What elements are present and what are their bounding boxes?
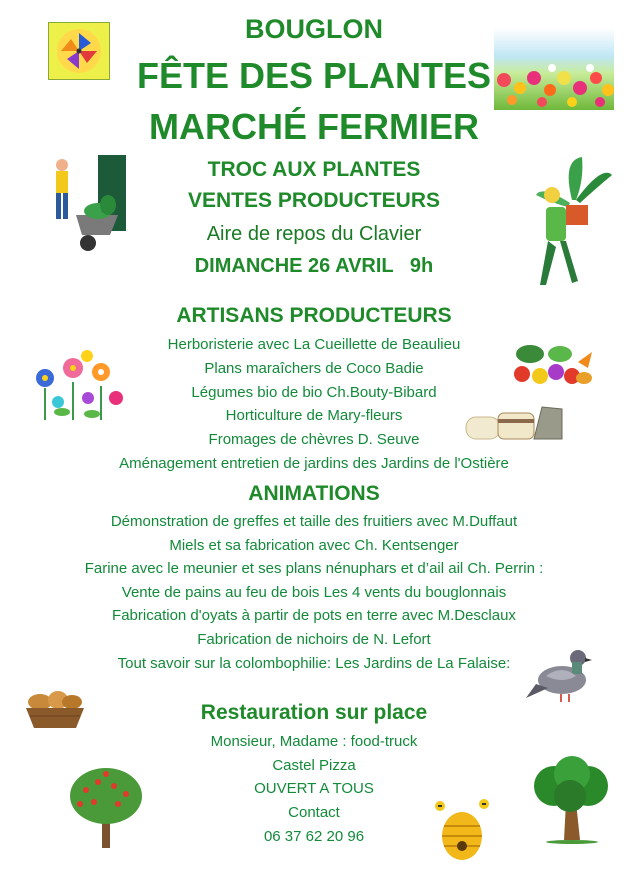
apple-tree-image (66, 764, 146, 850)
pigeon-icon (526, 640, 592, 704)
beehive-icon (430, 796, 494, 862)
apple-tree-icon (66, 764, 146, 850)
artisan-item: Légumes bio de bio Ch.Bouty-Bibard (191, 384, 437, 401)
artisans-heading: ARTISANS PRODUCTEURS (176, 304, 452, 327)
restauration-item: OUVERT A TOUS (254, 780, 374, 797)
restauration-item: Castel Pizza (272, 757, 356, 774)
pigeon-image (526, 640, 592, 704)
animation-item: Miels et sa fabrication avec Ch. Kentsenger (169, 537, 459, 554)
cheese-image (462, 403, 566, 443)
artisan-item: Plans maraîchers de Coco Badie (204, 360, 424, 377)
venue: Aire de repos du Clavier (206, 223, 422, 245)
animation-item: Farine avec le meunier et ses plans nénuphars et d’ail ail Ch. Perrin : (84, 560, 544, 577)
beehive-image (430, 796, 494, 862)
vegetables-image (508, 344, 592, 386)
artisan-item: Horticulture de Mary-fleurs (225, 407, 403, 424)
vegetables-basket-icon (508, 344, 592, 386)
oak-tree-icon (530, 756, 614, 844)
title-fete: FÊTE DES PLANTES (136, 55, 492, 96)
cheese-icon (462, 403, 566, 443)
animation-item: Démonstration de greffes et taille des fruitiers avec M.Duffaut (110, 513, 518, 530)
restauration-item: Monsieur, Madame : food-truck (210, 733, 418, 750)
artisan-item: Herboristerie avec La Cueillette de Beaulieu (167, 336, 461, 353)
contact-label: Contact (288, 804, 340, 821)
town-name: BOUGLON (245, 14, 383, 44)
restauration-heading: Restauration sur place (200, 701, 428, 724)
subtitle-troc: TROC AUX PLANTES (207, 158, 421, 181)
flowers-cluster-image (32, 348, 124, 422)
phone-number: 06 37 62 20 96 (263, 828, 365, 845)
event-date: DIMANCHE 26 AVRIL 9h (194, 255, 434, 277)
animation-item: Fabrication de nichoirs de N. Lefort (197, 631, 431, 648)
oak-tree-image (530, 756, 614, 844)
title-marche: MARCHÉ FERMIER (149, 106, 479, 147)
animation-item: Fabrication d'oyats à partir de pots en terre avec M.Desclaux (112, 607, 516, 624)
animation-item: Tout savoir sur la colombophilie: Les Jardins de La Falaise: (117, 655, 511, 672)
artisan-item: Aménagement entretien de jardins des Jardins de l'Ostière (119, 455, 509, 472)
animation-item: Vente de pains au feu de bois Les 4 vents du bouglonnais (121, 584, 507, 601)
animations-heading: ANIMATIONS (248, 482, 380, 505)
artisan-item: Fromages de chèvres D. Seuve (208, 431, 420, 448)
flowers-cluster-icon (32, 348, 124, 422)
subtitle-ventes: VENTES PRODUCTEURS (187, 189, 441, 212)
